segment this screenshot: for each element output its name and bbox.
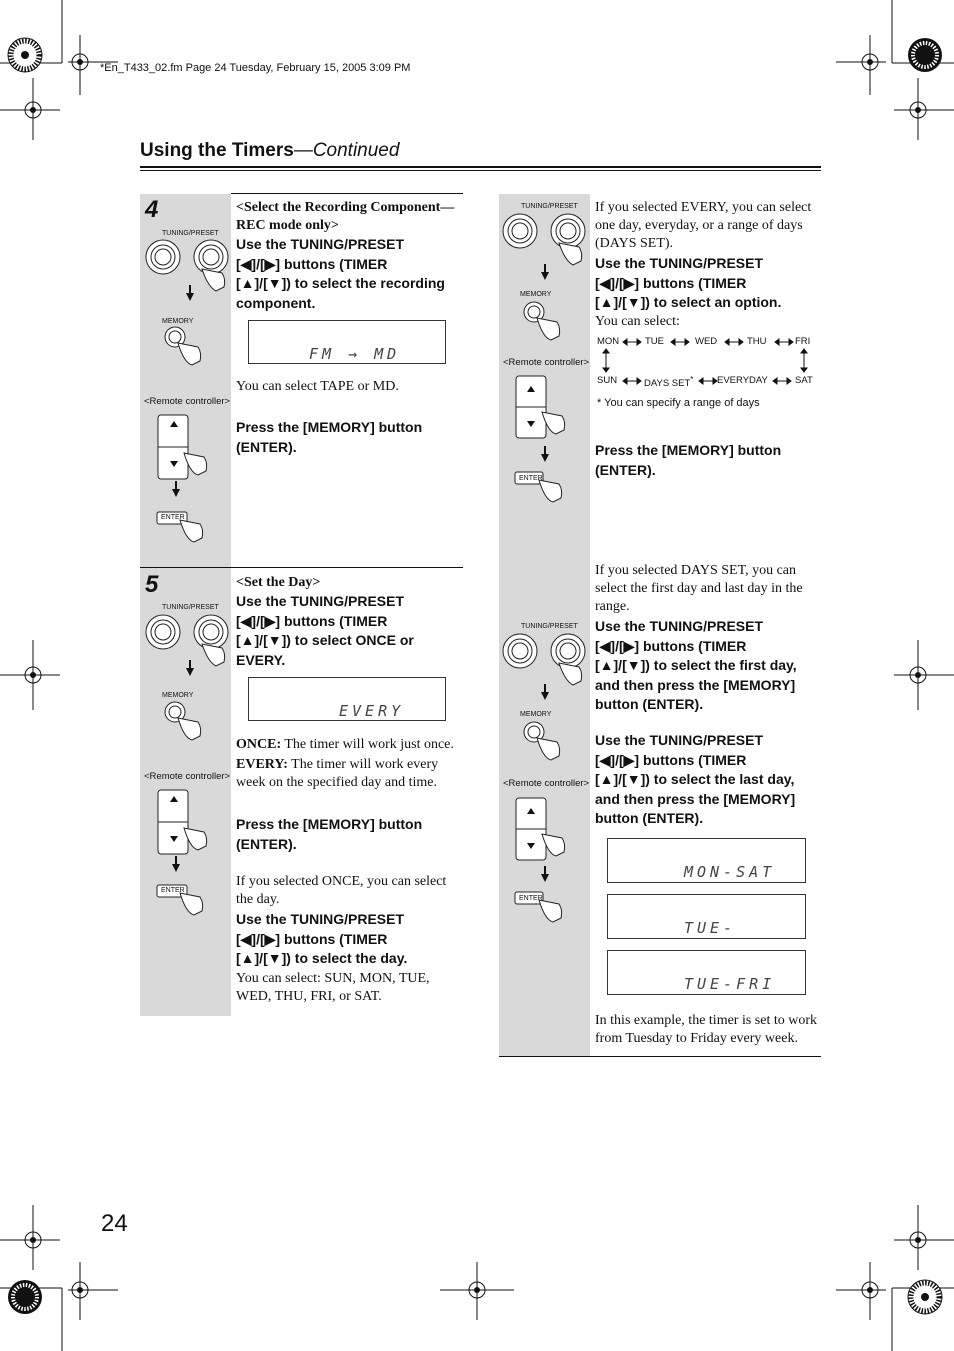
step4-lcd-text: FM → MD bbox=[309, 345, 401, 363]
step4-instruction-line: [▲]/[▼]) to select the recording bbox=[236, 275, 445, 291]
remote-label-step5: <Remote controller> bbox=[144, 771, 231, 782]
step4-press-line: (ENTER). bbox=[236, 438, 297, 455]
tuning-label-right-bottom: TUNING/PRESET bbox=[521, 623, 578, 630]
memory-label-step4: MEMORY bbox=[162, 318, 194, 325]
step5-heading: <Set the Day> bbox=[236, 575, 321, 590]
enter-label-right-top: ENTER bbox=[519, 475, 543, 482]
step5-once bbox=[236, 736, 466, 792]
intro-line: If you selected EVERY, you can select bbox=[595, 200, 812, 215]
intro-line: select the first day and last day in the bbox=[595, 581, 803, 596]
tuning-label-step4: TUNING/PRESET bbox=[162, 230, 219, 237]
step4-instruction-line: [◀]/[▶] buttons (TIMER bbox=[236, 255, 388, 272]
once-term: ONCE: bbox=[236, 737, 282, 752]
step5-day-instruction bbox=[236, 910, 407, 969]
once-note-line: If you selected ONCE, you can select bbox=[236, 874, 447, 889]
step4-note: You can select TAPE or MD. bbox=[236, 379, 399, 394]
press-line: Press the [MEMORY] button bbox=[595, 442, 782, 458]
day-fri: FRI bbox=[795, 336, 811, 347]
step5-number: 5 bbox=[145, 571, 159, 598]
intro-line: If you selected DAYS SET, you can bbox=[595, 563, 797, 578]
step5-content bbox=[236, 574, 464, 670]
step5-select-note bbox=[236, 970, 430, 1006]
step5-press bbox=[236, 815, 422, 854]
lcd-mon-sat bbox=[607, 838, 806, 883]
step5-instruction-line: EVERY. bbox=[236, 651, 286, 668]
header-rule-thin bbox=[140, 170, 821, 171]
every-desc1: The timer will work every bbox=[291, 757, 439, 772]
days-set-star: * bbox=[690, 375, 694, 384]
first-line: [◀]/[▶] buttons (TIMER bbox=[595, 637, 747, 654]
instruction-line: Use the TUNING/PRESET bbox=[595, 255, 764, 271]
example-line: from Tuesday to Friday every week. bbox=[595, 1031, 798, 1046]
you-can-select: You can select: bbox=[595, 314, 680, 329]
every-desc2: week on the specified day and time. bbox=[236, 775, 437, 790]
every-term: EVERY: bbox=[236, 757, 288, 772]
day-sat: SAT bbox=[795, 375, 813, 386]
intro-line: one day, everyday, or a range of days bbox=[595, 218, 803, 233]
day-instruction-line: [▲]/[▼]) to select the day. bbox=[236, 950, 408, 966]
once-desc: The timer will work just once. bbox=[284, 737, 454, 752]
day-sun: SUN bbox=[597, 375, 618, 386]
step4-instruction-line: Use the TUNING/PRESET bbox=[236, 236, 405, 252]
section-continued: —Continued bbox=[293, 140, 400, 161]
file-info: *En_T433_02.fm Page 24 Tuesday, February 15, 2005 3:09 PM bbox=[100, 62, 411, 74]
press-line: (ENTER). bbox=[595, 461, 656, 478]
last-line: Use the TUNING/PRESET bbox=[595, 732, 764, 748]
day-thu: THU bbox=[747, 336, 767, 347]
step5-instruction-line: Use the TUNING/PRESET bbox=[236, 593, 405, 609]
example-note bbox=[595, 1012, 817, 1048]
step4-heading2: REC mode only> bbox=[236, 218, 339, 233]
page-number: 24 bbox=[101, 1210, 128, 1237]
right-bottom-intro bbox=[595, 562, 825, 616]
memory-label-right-top: MEMORY bbox=[520, 291, 552, 298]
lcd-tue-fri bbox=[607, 950, 806, 995]
once-line bbox=[236, 736, 466, 754]
lcd-tue-fri-text: TUE-FRI bbox=[684, 975, 776, 993]
once-note-line: the day. bbox=[236, 892, 280, 907]
last-line: and then press the [MEMORY] bbox=[595, 790, 796, 807]
days-set-label: DAYS SET bbox=[644, 378, 691, 390]
footnote-text: You can specify a range of days bbox=[604, 397, 760, 409]
memory-label-step5: MEMORY bbox=[162, 692, 194, 699]
day-cycle-arrows bbox=[595, 336, 825, 386]
first-day-instruction bbox=[595, 617, 797, 715]
day-tue: TUE bbox=[645, 336, 664, 347]
section-title bbox=[140, 140, 399, 162]
footnote-mark: * bbox=[597, 397, 602, 409]
example-line: In this example, the timer is set to work bbox=[595, 1013, 818, 1028]
first-line: button (ENTER). bbox=[595, 696, 704, 712]
day-wed: WED bbox=[695, 336, 718, 347]
enter-label-right-bottom: ENTER bbox=[519, 895, 543, 902]
step5-press-line: Press the [MEMORY] button bbox=[236, 816, 423, 832]
step5-instruction-line: [▲]/[▼]) to select ONCE or bbox=[236, 632, 414, 648]
step5-instruction bbox=[236, 592, 464, 670]
lcd-tue bbox=[607, 894, 806, 939]
intro-line: (DAYS SET). bbox=[595, 236, 674, 251]
first-line: and then press the [MEMORY] bbox=[595, 676, 796, 693]
remote-label-right-top: <Remote controller> bbox=[503, 357, 590, 368]
right-top-instruction bbox=[595, 254, 781, 313]
last-line: button (ENTER). bbox=[595, 810, 704, 826]
step4-press-line: Press the [MEMORY] button bbox=[236, 419, 423, 435]
last-line: [◀]/[▶] buttons (TIMER bbox=[595, 751, 747, 768]
tuning-label-right-top: TUNING/PRESET bbox=[521, 203, 578, 210]
day-mon: MON bbox=[597, 336, 620, 347]
step5-instruction-line: [◀]/[▶] buttons (TIMER bbox=[236, 612, 388, 629]
right-bottom-rule bbox=[499, 1056, 821, 1057]
every-line bbox=[236, 756, 466, 774]
step4-heading1: <Select the Recording Component— bbox=[236, 200, 455, 215]
enter-label-step4: ENTER bbox=[161, 514, 185, 521]
lcd-mon-sat-text: MON-SAT bbox=[684, 863, 776, 881]
step4-content bbox=[236, 199, 464, 313]
day-instruction-line: Use the TUNING/PRESET bbox=[236, 911, 405, 927]
intro-line: range. bbox=[595, 599, 630, 614]
step5-once-note bbox=[236, 873, 446, 909]
step4-number: 4 bbox=[145, 196, 159, 223]
tuning-label-step5: TUNING/PRESET bbox=[162, 604, 219, 611]
select-note-line: WED, THU, FRI, or SAT. bbox=[236, 989, 382, 1004]
last-day-instruction bbox=[595, 731, 795, 829]
select-note-line: You can select: SUN, MON, TUE, bbox=[236, 971, 430, 986]
remote-label-step4: <Remote controller> bbox=[144, 396, 231, 407]
first-line: [▲]/[▼]) to select the first day, bbox=[595, 657, 797, 673]
step4-press bbox=[236, 418, 422, 457]
step4-instruction-line: component. bbox=[236, 294, 316, 311]
step5-lcd-display bbox=[248, 677, 446, 721]
header-rule bbox=[140, 166, 821, 168]
day-everyday: EVERYDAY bbox=[717, 375, 768, 386]
enter-label-step5: ENTER bbox=[161, 887, 185, 894]
lcd-tue-text: TUE- bbox=[684, 919, 737, 937]
remote-label-right-bottom: <Remote controller> bbox=[503, 778, 590, 789]
day-instruction-line: [◀]/[▶] buttons (TIMER bbox=[236, 930, 388, 947]
first-line: Use the TUNING/PRESET bbox=[595, 618, 764, 634]
step5-press-line: (ENTER). bbox=[236, 835, 297, 852]
step4-lcd-display bbox=[248, 320, 446, 364]
section-title-text: Using the Timers bbox=[140, 140, 294, 161]
step5-lcd-text: EVERY bbox=[339, 702, 405, 720]
instruction-line: [◀]/[▶] buttons (TIMER bbox=[595, 274, 747, 291]
days-footnote bbox=[597, 397, 760, 409]
instruction-line: [▲]/[▼]) to select an option. bbox=[595, 294, 782, 310]
right-top-press bbox=[595, 441, 781, 480]
step4-instruction bbox=[236, 235, 464, 313]
right-top-intro bbox=[595, 199, 825, 253]
step4-top-rule bbox=[231, 193, 463, 194]
memory-label-right-bottom: MEMORY bbox=[520, 711, 552, 718]
last-line: [▲]/[▼]) to select the last day, bbox=[595, 771, 795, 787]
